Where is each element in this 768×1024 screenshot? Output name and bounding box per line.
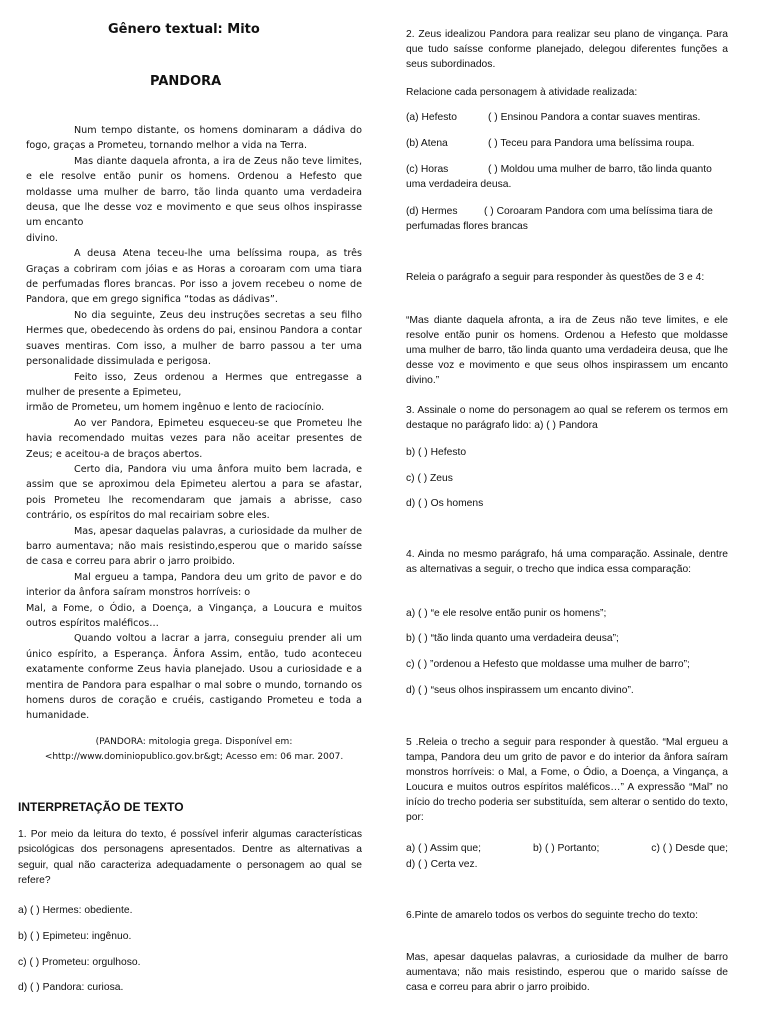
match-right: ( ) Coroaram Pandora com uma belíssima tiara de perfumadas flores brancas <box>406 206 713 232</box>
story-paragraph: Mal ergueu a tampa, Pandora deu um grito de pavor e do interior da ânfora saíram monstros horríveis: o <box>26 571 362 599</box>
section-heading: INTERPRETAÇÃO DE TEXTO <box>18 800 184 814</box>
story-paragraph: Mas diante daquela afronta, a ira de Zeus não teve limites, e ele resolve então punir os homens. Ordenou a Hefesto que moldasse uma mulher de barro, tão linda quanto uma verdadeira deusa, que lhe desse voz e movimento e que seus olhos inspirasse um encanto <box>26 155 362 229</box>
question-2: 2. Zeus idealizou Pandora para realizar seu plano de vingança. Para que tudo saísse conforme planejado, delegou diferentes funções a seus subordinados. <box>406 29 728 70</box>
question-2-instruction: Relacione cada personagem à atividade realizada: <box>406 87 638 98</box>
source-citation <box>26 735 362 765</box>
story-paragraph: Num tempo distante, os homens dominaram a dádiva do fogo, graças a Prometeu, tornando melhor a vida na Terra. <box>26 125 362 152</box>
reread-instruction: Releia o parágrafo a seguir para responder às questões de 3 e 4: <box>406 272 705 283</box>
answer-option[interactable]: a) ( ) Assim que; <box>406 843 481 854</box>
question-4: 4. Ainda no mesmo parágrafo, há uma comparação. Assinale, dentre as alternativas a seguir, o trecho que indica essa comparação: <box>406 549 728 575</box>
story-paragraph: Mal, a Fome, o Ódio, a Doença, a Vingança, a Loucura e muitos outros espíritos maléficos… <box>26 602 362 629</box>
answer-option[interactable]: d) ( ) Certa vez. <box>406 859 478 870</box>
story-paragraph: irmão de Prometeu, um homem ingênuo e lento de raciocínio. <box>26 402 325 414</box>
match-row[interactable] <box>406 136 728 151</box>
question-6: 6.Pinte de amarelo todos os verbos do seguinte trecho do texto: <box>406 910 698 921</box>
answer-option[interactable]: a) ( ) Hermes: obediente. <box>18 905 133 916</box>
match-row[interactable] <box>406 110 728 125</box>
source-line: <http://www.dominiopublico.gov.br&gt; Acesso em: 06 mar. 2007. <box>44 752 344 762</box>
story-paragraph: Ao ver Pandora, Epimeteu esqueceu-se que Prometeu lhe havia recomendado muitas vezes para não aceitar presentes de Zeus; e aceitou-a de braços abertos. <box>26 417 362 460</box>
match-right: ( ) Moldou uma mulher de barro, tão linda quanto uma verdadeira deusa. <box>406 164 712 190</box>
question-5: 5 .Releia o trecho a seguir para responder à questão. “Mal ergueu a tampa, Pandora deu um grito de pavor e do interior da ânfora saíram monstros horríveis: o Mal, a Fome, o Ódio, a Doença, a Vingança, a Loucura e muitos outros espíritos maléficos…” A expressão “Mal” no início do trecho poderia ser substituída, sem alterar o sentido do texto, por: <box>406 737 728 823</box>
story-paragraph: No dia seguinte, Zeus deu instruções secretas a seu filho Hermes que, obedecendo às ordens do pai, ensinou Pandora a contar suaves mentiras. Com isso, a mulher de barro passou a ter uma personalidade dissimulada e perigosa. <box>26 309 362 368</box>
question-1: 1. Por meio da leitura do texto, é possível inferir algumas características psicológicas dos personagens apresentados. Dentre as alternativas a seguir, qual não caracteriza adequadamente o personagem ao qual se refere? <box>18 829 362 887</box>
genre-label: Gênero textual: Mito <box>108 22 260 37</box>
answer-option[interactable]: d) ( ) “seus olhos inspirassem um encanto divino”. <box>406 685 634 696</box>
answer-option[interactable]: b) ( ) “tão linda quanto uma verdadeira deusa”; <box>406 633 619 644</box>
answer-option[interactable]: c) ( ) Prometeu: orgulhoso. <box>18 957 141 968</box>
question-6-excerpt: Mas, apesar daquelas palavras, a curiosidade da mulher de barro aumentava; não mais resistindo, esperou que o marido saísse de casa e correu para abrir o jarro proibido. <box>406 952 728 993</box>
story-title: PANDORA <box>150 74 222 89</box>
answer-option[interactable]: c) ( ) ”ordenou a Hefesto que moldasse uma mulher de barro”; <box>406 659 690 670</box>
story-paragraph: Feito isso, Zeus ordenou a Hermes que entregasse a mulher de presente a Epimeteu, <box>26 371 362 398</box>
answer-option[interactable]: a) ( ) “e ele resolve então punir os homens”; <box>406 608 607 619</box>
question-3: 3. Assinale o nome do personagem ao qual se referem os termos em destaque no parágrafo lido: a) ( ) Pandora <box>406 405 728 431</box>
answer-option[interactable]: b) ( ) Hefesto <box>406 447 467 458</box>
story-paragraph: Mas, apesar daquelas palavras, a curiosidade da mulher de barro aumentava; não mais resistindo,esperou que o marido saísse de casa e correu para abrir o jarro proibido. <box>26 525 362 568</box>
story-paragraph: Certo dia, Pandora viu uma ânfora muito bem lacrada, e assim que se aproximou dela Epimeteu alertou a para se afastar, pois Prometeu lhe recomendaram que jamais a abrisse, caso contrário, os espíritos do mal recairiam sobre eles. <box>26 463 362 522</box>
answer-option[interactable]: b) ( ) Portanto; <box>532 843 600 854</box>
match-right: ( ) Teceu para Pandora uma belíssima roupa. <box>488 138 695 149</box>
match-left: (a) Hefesto <box>406 112 457 123</box>
answer-option[interactable]: b) ( ) Epimeteu: ingênuo. <box>18 931 132 942</box>
answer-option[interactable]: d) ( ) Pandora: curiosa. <box>18 982 124 993</box>
answer-options-row <box>406 841 728 856</box>
story-paragraph: divino. <box>26 232 58 244</box>
match-left: (c) Horas <box>406 164 449 175</box>
story-text <box>26 123 362 724</box>
answer-option[interactable]: c) ( ) Zeus <box>406 473 453 484</box>
match-row[interactable] <box>406 162 728 192</box>
match-right: ( ) Ensinou Pandora a contar suaves mentiras. <box>488 112 701 123</box>
story-paragraph: A deusa Atena teceu-lhe uma belíssima roupa, as três Graças a cobriram com jóias e as Horas a coroaram com uma tiara de perfumadas flores brancas. Por isso a jovem recebeu o nome de Pandora, que em grego significa “todas as dádivas”. <box>26 248 362 306</box>
answer-option[interactable]: d) ( ) Os homens <box>406 498 484 509</box>
answer-option[interactable]: c) ( ) Desde que; <box>651 843 728 854</box>
match-left: (b) Atena <box>406 138 448 149</box>
quoted-paragraph: “Mas diante daquela afronta, a ira de Zeus não teve limites, e ele resolve então punir os homens. Ordenou a Hefesto que moldasse uma mulher de barro, tão linda quanto uma verdadeira deusa, que lhe desse voz e movimento e que seus olhos inspirassem um encanto divino.” <box>406 315 728 386</box>
match-row[interactable] <box>406 204 728 234</box>
match-left: (d) Hermes <box>406 206 458 217</box>
source-line: (PANDORA: mitologia grega. Disponível em: <box>95 737 293 747</box>
story-paragraph: Quando voltou a lacrar a jarra, conseguiu prender ali um único espírito, a Esperança. Ânfora Assim, então, tudo aconteceu exatamente conforme Zeus havia planejado. Usou a curiosidade e a mentira de Pandora para espalhar o mal sobre o mundo, tornando os homens duros de coração e cruéis, castigando Prometeu e toda a humanidade. <box>26 633 362 722</box>
